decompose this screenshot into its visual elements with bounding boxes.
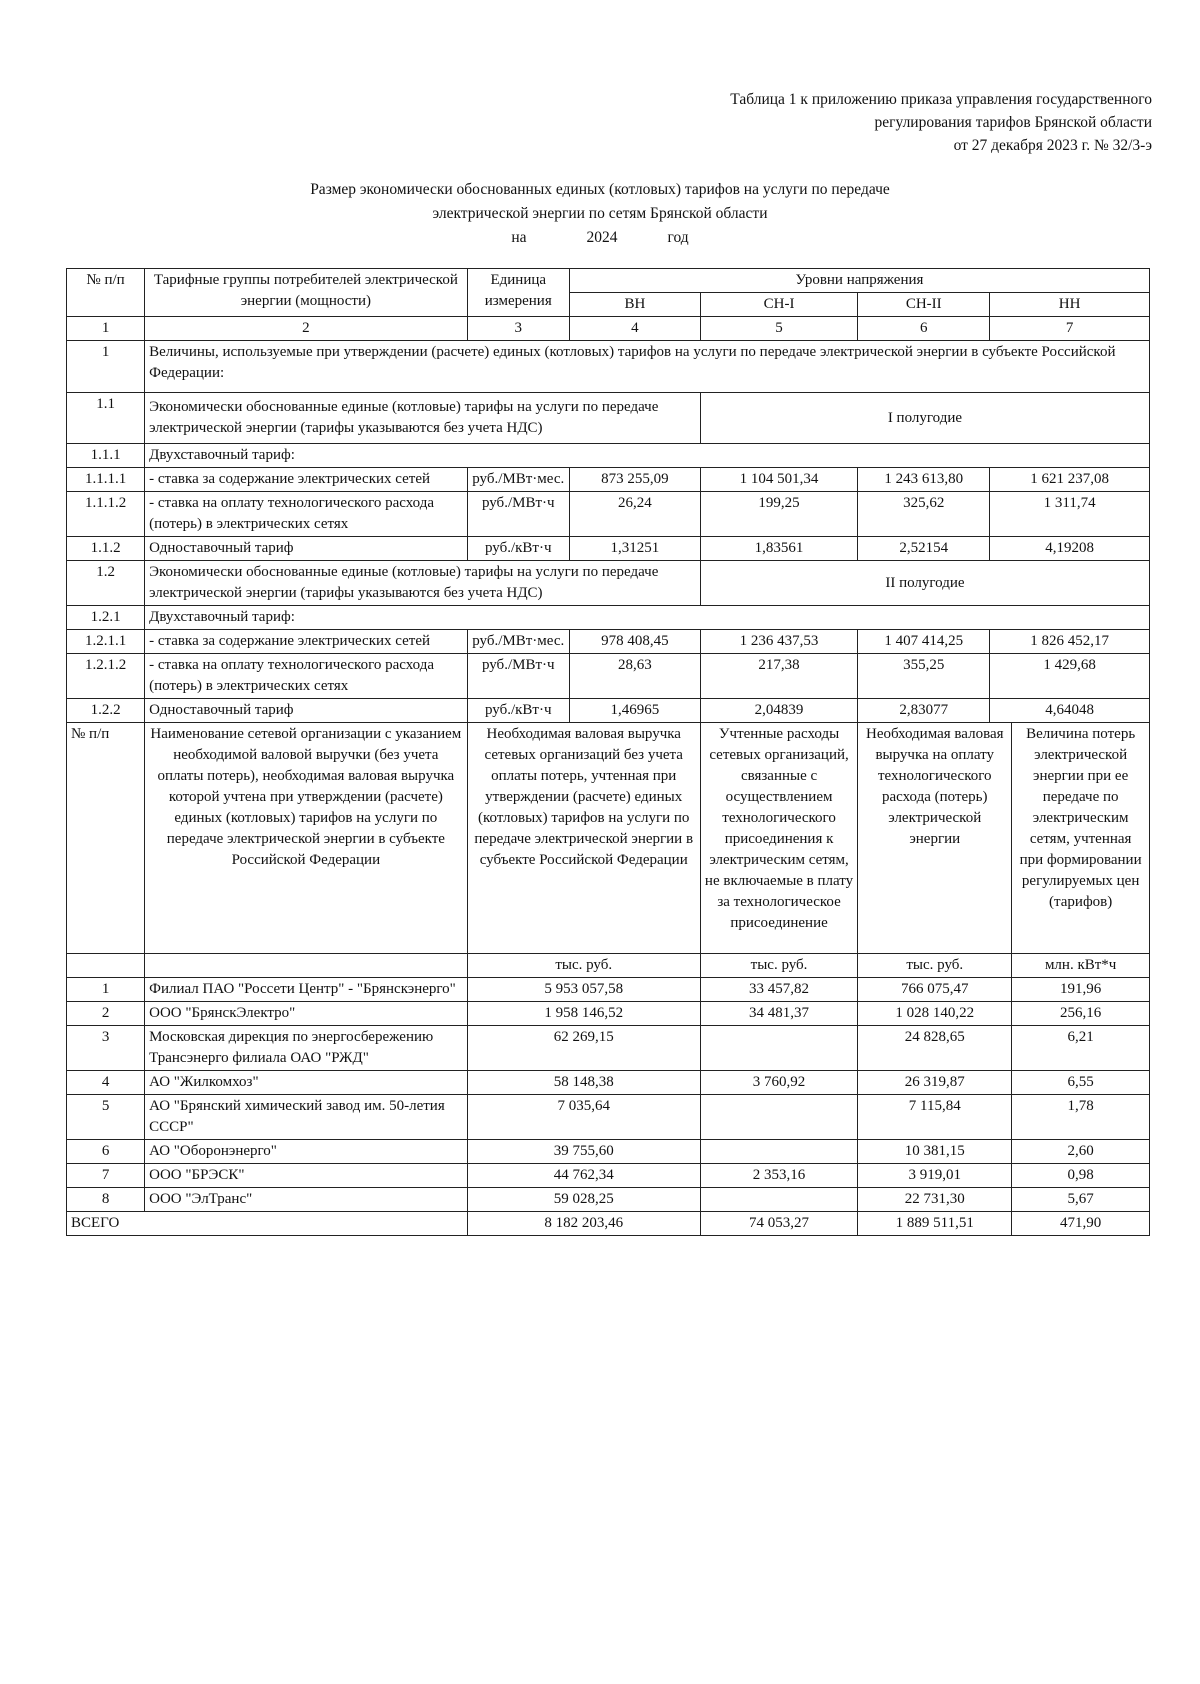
row-num: 1.1.1.2 bbox=[67, 492, 145, 537]
org-expenses bbox=[700, 1095, 857, 1140]
org-loss-nvv: 26 319,87 bbox=[858, 1071, 1012, 1095]
value-sn2: 2,52154 bbox=[858, 537, 990, 561]
total-loss-volume: 471,90 bbox=[1012, 1212, 1150, 1236]
org-nvv: 5 953 057,58 bbox=[467, 978, 700, 1002]
row-text: - ставка на оплату технологического расхода (потерь) в электрических сетях bbox=[145, 654, 467, 699]
org-name: ООО "БрянскЭлектро" bbox=[145, 1002, 467, 1026]
row-text: Двухставочный тариф: bbox=[145, 606, 1150, 630]
document-header bbox=[730, 88, 1152, 157]
col-number: 7 bbox=[990, 317, 1150, 341]
org-expenses bbox=[700, 1026, 857, 1071]
th-level-nn: НН bbox=[990, 293, 1150, 317]
org-num: 4 bbox=[67, 1071, 145, 1095]
value-sn1: 1 236 437,53 bbox=[700, 630, 857, 654]
title-suffix: год bbox=[667, 229, 689, 246]
row-unit: руб./МВт·мес. bbox=[467, 468, 569, 492]
row-num: 1.1.1.1 bbox=[67, 468, 145, 492]
table-row bbox=[67, 1164, 1150, 1188]
row-unit: руб./МВт·мес. bbox=[467, 630, 569, 654]
total-label: ВСЕГО bbox=[67, 1212, 468, 1236]
title-year: 2024 bbox=[586, 229, 618, 246]
col-number: 2 bbox=[145, 317, 467, 341]
table-row bbox=[67, 1188, 1150, 1212]
org-loss-volume: 2,60 bbox=[1012, 1140, 1150, 1164]
row-text: Одноставочный тариф bbox=[145, 699, 467, 723]
th2-loss-volume: Величина потерь электрической энергии при ее передаче по электрическим сетям, учтенная при формировании регулируемых цен (тарифов) bbox=[1012, 723, 1150, 954]
value-sn1: 2,04839 bbox=[700, 699, 857, 723]
value-vn: 28,63 bbox=[569, 654, 700, 699]
total-expenses: 74 053,27 bbox=[700, 1212, 857, 1236]
org-loss-nvv: 1 028 140,22 bbox=[858, 1002, 1012, 1026]
org-name: АО "Оборонэнерго" bbox=[145, 1140, 467, 1164]
org-nvv: 44 762,34 bbox=[467, 1164, 700, 1188]
col-number: 1 bbox=[67, 317, 145, 341]
row-text: Одноставочный тариф bbox=[145, 537, 467, 561]
value-sn1: 1 104 501,34 bbox=[700, 468, 857, 492]
row-unit: руб./кВт·ч bbox=[467, 699, 569, 723]
row-num: 1.2.1.1 bbox=[67, 630, 145, 654]
row-unit: руб./МВт·ч bbox=[467, 492, 569, 537]
table-row bbox=[67, 978, 1150, 1002]
table-row bbox=[67, 1095, 1150, 1140]
org-nvv: 58 148,38 bbox=[467, 1071, 700, 1095]
header-line-3: от 27 декабря 2023 г. № 32/3-э bbox=[953, 137, 1152, 154]
th-level-sn2: СН-II bbox=[858, 293, 990, 317]
row-unit: руб./кВт·ч bbox=[467, 537, 569, 561]
value-nn: 1 429,68 bbox=[990, 654, 1150, 699]
org-name: АО "Брянский химический завод им. 50-летия СССР" bbox=[145, 1095, 467, 1140]
unit-expenses: тыс. руб. bbox=[700, 954, 857, 978]
row-text: - ставка на оплату технологического расхода (потерь) в электрических сетях bbox=[145, 492, 467, 537]
org-nvv: 59 028,25 bbox=[467, 1188, 700, 1212]
th-num: № п/п bbox=[67, 269, 145, 317]
value-sn1: 1,83561 bbox=[700, 537, 857, 561]
org-num: 1 bbox=[67, 978, 145, 1002]
table-row bbox=[67, 1026, 1150, 1071]
value-sn2: 355,25 bbox=[858, 654, 990, 699]
document-title bbox=[0, 178, 1200, 250]
th2-nvv: Необходимая валовая выручка сетевых организаций без учета оплаты потерь, учтенная при утверждении (расчете) единых (котловых) тарифов на услуги по передаче электрической энергии в субъекте Российской Федерации bbox=[467, 723, 700, 954]
value-nn: 1 826 452,17 bbox=[990, 630, 1150, 654]
unit-loss-volume: млн. кВт*ч bbox=[1012, 954, 1150, 978]
org-loss-volume: 6,21 bbox=[1012, 1026, 1150, 1071]
org-name: ООО "БРЭСК" bbox=[145, 1164, 467, 1188]
th2-name: Наименование сетевой организации с указанием необходимой валовой выручки (без учета оплаты потерь), необходимая валовая выручка которой учтена при утверждении (расчете) единых (котловых) тарифов на услуги по передаче электрической энергии в субъекте Российской Федерации bbox=[145, 723, 467, 954]
value-nn: 4,19208 bbox=[990, 537, 1150, 561]
total-row bbox=[67, 1212, 1150, 1236]
th-group: Тарифные группы потребителей электрической энергии (мощности) bbox=[145, 269, 467, 317]
row-num: 1.1.2 bbox=[67, 537, 145, 561]
org-loss-volume: 0,98 bbox=[1012, 1164, 1150, 1188]
org-expenses: 34 481,37 bbox=[700, 1002, 857, 1026]
org-nvv: 62 269,15 bbox=[467, 1026, 700, 1071]
col-number: 5 bbox=[700, 317, 857, 341]
th-levels: Уровни напряжения bbox=[569, 269, 1149, 293]
org-name: ООО "ЭлТранс" bbox=[145, 1188, 467, 1212]
org-loss-volume: 256,16 bbox=[1012, 1002, 1150, 1026]
header-line-2: регулирования тарифов Брянской области bbox=[874, 114, 1152, 131]
col-number: 6 bbox=[858, 317, 990, 341]
value-sn2: 325,62 bbox=[858, 492, 990, 537]
org-num: 5 bbox=[67, 1095, 145, 1140]
th2-num: № п/п bbox=[67, 723, 145, 954]
title-prefix: на bbox=[511, 229, 527, 246]
title-year-line bbox=[511, 226, 688, 250]
total-loss-nvv: 1 889 511,51 bbox=[858, 1212, 1012, 1236]
row-num: 1.2.1 bbox=[67, 606, 145, 630]
row-unit: руб./МВт·ч bbox=[467, 654, 569, 699]
table-row bbox=[67, 1002, 1150, 1026]
row-num: 1.1.1 bbox=[67, 444, 145, 468]
org-loss-nvv: 24 828,65 bbox=[858, 1026, 1012, 1071]
org-name: АО "Жилкомхоз" bbox=[145, 1071, 467, 1095]
org-loss-nvv: 22 731,30 bbox=[858, 1188, 1012, 1212]
tariff-table bbox=[66, 268, 1150, 1236]
th-level-sn1: СН-I bbox=[700, 293, 857, 317]
th2-unit-empty bbox=[67, 954, 145, 978]
title-line-1: Размер экономически обоснованных единых (котловых) тарифов на услуги по передаче bbox=[310, 181, 890, 198]
value-vn: 978 408,45 bbox=[569, 630, 700, 654]
org-loss-volume: 6,55 bbox=[1012, 1071, 1150, 1095]
header-line-1: Таблица 1 к приложению приказа управления государственного bbox=[730, 91, 1152, 108]
org-loss-nvv: 3 919,01 bbox=[858, 1164, 1012, 1188]
table-row bbox=[67, 1140, 1150, 1164]
org-num: 6 bbox=[67, 1140, 145, 1164]
row-text: - ставка за содержание электрических сетей bbox=[145, 630, 467, 654]
value-vn: 1,31251 bbox=[569, 537, 700, 561]
unit-nvv: тыс. руб. bbox=[467, 954, 700, 978]
period-label: II полугодие bbox=[700, 561, 1149, 606]
value-vn: 1,46965 bbox=[569, 699, 700, 723]
row-text: Экономически обоснованные единые (котловые) тарифы на услуги по передаче электрической энергии (тарифы указываются без учета НДС) bbox=[145, 393, 701, 444]
org-loss-volume: 5,67 bbox=[1012, 1188, 1150, 1212]
row-num: 1 bbox=[67, 341, 145, 393]
org-nvv: 39 755,60 bbox=[467, 1140, 700, 1164]
org-num: 7 bbox=[67, 1164, 145, 1188]
org-num: 8 bbox=[67, 1188, 145, 1212]
org-expenses bbox=[700, 1188, 857, 1212]
row-text: Двухставочный тариф: bbox=[145, 444, 1150, 468]
org-loss-volume: 191,96 bbox=[1012, 978, 1150, 1002]
value-nn: 1 621 237,08 bbox=[990, 468, 1150, 492]
th-unit: Единица измерения bbox=[467, 269, 569, 317]
col-number: 4 bbox=[569, 317, 700, 341]
value-sn2: 1 243 613,80 bbox=[858, 468, 990, 492]
period-label: I полугодие bbox=[700, 393, 1149, 444]
row-num: 1.2.1.2 bbox=[67, 654, 145, 699]
th2-expenses: Учтенные расходы сетевых организаций, связанные с осуществлением технологического присоединения к электрическим сетям, не включаемые в плату за технологическое присоединение bbox=[700, 723, 857, 954]
org-loss-volume: 1,78 bbox=[1012, 1095, 1150, 1140]
org-name: Филиал ПАО "Россети Центр" - "Брянскэнерго" bbox=[145, 978, 467, 1002]
org-expenses: 33 457,82 bbox=[700, 978, 857, 1002]
org-expenses: 3 760,92 bbox=[700, 1071, 857, 1095]
org-nvv: 1 958 146,52 bbox=[467, 1002, 700, 1026]
value-nn: 1 311,74 bbox=[990, 492, 1150, 537]
value-nn: 4,64048 bbox=[990, 699, 1150, 723]
col-number: 3 bbox=[467, 317, 569, 341]
th2-loss-nvv: Необходимая валовая выручка на оплату технологического расхода (потерь) электрической энергии bbox=[858, 723, 1012, 954]
th2-unit-empty bbox=[145, 954, 467, 978]
org-name: Московская дирекция по энергосбережению Трансэнерго филиала ОАО "РЖД" bbox=[145, 1026, 467, 1071]
org-num: 3 bbox=[67, 1026, 145, 1071]
org-loss-nvv: 10 381,15 bbox=[858, 1140, 1012, 1164]
row-num: 1.2 bbox=[67, 561, 145, 606]
title-line-2: электрической энергии по сетям Брянской области bbox=[432, 205, 768, 222]
org-num: 2 bbox=[67, 1002, 145, 1026]
row-num: 1.2.2 bbox=[67, 699, 145, 723]
value-vn: 873 255,09 bbox=[569, 468, 700, 492]
value-sn2: 2,83077 bbox=[858, 699, 990, 723]
org-loss-nvv: 766 075,47 bbox=[858, 978, 1012, 1002]
row-num: 1.1 bbox=[67, 393, 145, 444]
value-vn: 26,24 bbox=[569, 492, 700, 537]
th-level-vn: ВН bbox=[569, 293, 700, 317]
value-sn2: 1 407 414,25 bbox=[858, 630, 990, 654]
unit-loss-nvv: тыс. руб. bbox=[858, 954, 1012, 978]
row-text: - ставка за содержание электрических сетей bbox=[145, 468, 467, 492]
org-expenses bbox=[700, 1140, 857, 1164]
row-text: Экономически обоснованные единые (котловые) тарифы на услуги по передаче электрической энергии (тарифы указываются без учета НДС) bbox=[145, 561, 701, 606]
table-row bbox=[67, 1071, 1150, 1095]
org-loss-nvv: 7 115,84 bbox=[858, 1095, 1012, 1140]
section-text: Величины, используемые при утверждении (расчете) единых (котловых) тарифов на услуги по передаче электрической энергии в субъекте Российской Федерации: bbox=[145, 341, 1150, 393]
org-expenses: 2 353,16 bbox=[700, 1164, 857, 1188]
org-nvv: 7 035,64 bbox=[467, 1095, 700, 1140]
value-sn1: 199,25 bbox=[700, 492, 857, 537]
value-sn1: 217,38 bbox=[700, 654, 857, 699]
total-nvv: 8 182 203,46 bbox=[467, 1212, 700, 1236]
